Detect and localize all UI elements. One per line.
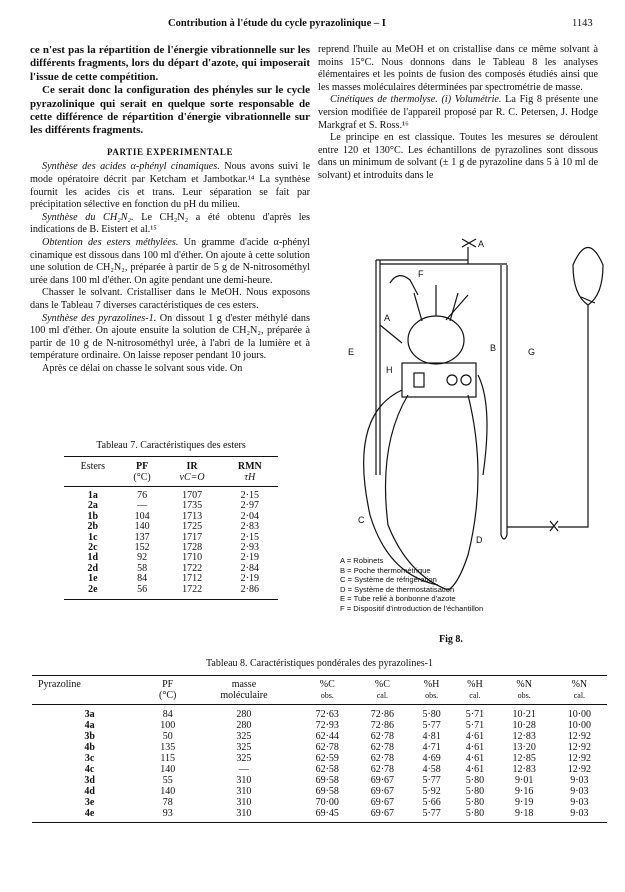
table-cell: 2·15 bbox=[240, 531, 259, 543]
paragraph-synthese-ch2n2 bbox=[30, 212, 310, 237]
table-cell: 4·58 bbox=[422, 764, 441, 775]
column-subheader: obs. bbox=[497, 690, 552, 705]
table-cell: 325 bbox=[236, 731, 252, 742]
table-cell: 12·83 bbox=[512, 731, 536, 742]
table-cell: 12·92 bbox=[567, 764, 592, 775]
table-cell: 140 bbox=[160, 764, 176, 775]
table-cell: 1722 bbox=[163, 585, 222, 600]
table-row bbox=[32, 786, 607, 797]
table-cell: 10·00 bbox=[567, 720, 592, 731]
thermo-pocket bbox=[446, 295, 468, 320]
table-cell: 1a bbox=[87, 490, 98, 501]
table-cell: 1717 bbox=[182, 531, 203, 543]
table-cell: 135 bbox=[160, 742, 176, 753]
table-cell: 9·03 bbox=[552, 808, 607, 823]
table-cell: 5·80 bbox=[465, 775, 485, 786]
column-subheader: cal. bbox=[453, 690, 496, 705]
table-cell: 62·59 bbox=[315, 753, 339, 764]
section-title: PARTIE EXPERIMENTALE bbox=[106, 146, 234, 157]
table-cell: 2e bbox=[64, 585, 122, 600]
table-cell: 62·78 bbox=[370, 731, 395, 742]
sample-intro bbox=[390, 276, 418, 295]
table-cell: 1e bbox=[88, 573, 98, 585]
table-cell: 115 bbox=[160, 753, 175, 764]
table-cell: 2·97 bbox=[240, 500, 259, 512]
table-cell: 310 bbox=[236, 797, 252, 808]
table-cell: 310 bbox=[236, 775, 252, 786]
table-cell: 2d bbox=[87, 562, 99, 574]
column-header: RMN bbox=[222, 457, 278, 473]
right-riser bbox=[558, 305, 588, 527]
table-cell: 10·21 bbox=[512, 709, 536, 720]
plate-knob-1 bbox=[447, 375, 457, 385]
table-cell: 70·00 bbox=[315, 797, 339, 808]
table-cell: 58 bbox=[137, 562, 148, 574]
paragraph-chasser: Chasser le solvant. Cristalliser dans le MeOH. Nous exposons dans le Tableau 7 diverses caractéristiques de ces esters. bbox=[30, 287, 310, 311]
table-cell: 13·20 bbox=[512, 742, 536, 753]
table-row bbox=[64, 585, 278, 600]
table-cell: 12·92 bbox=[567, 731, 592, 742]
label-h: H bbox=[386, 365, 393, 375]
table-cell: 9·19 bbox=[515, 797, 534, 808]
table-cell: 56 bbox=[122, 585, 163, 600]
table-cell: 325 bbox=[236, 742, 252, 753]
table-cell: 4e bbox=[32, 808, 147, 823]
table-row bbox=[32, 742, 607, 753]
table-cell: 2·19 bbox=[240, 573, 259, 585]
subheading: Obtention des esters méthylées. bbox=[42, 237, 179, 248]
table-cell: 4·81 bbox=[422, 731, 441, 742]
paragraph-intro: ce n'est pas la répartition de l'énergie vibrationnelle sur les différents fragments, lors du départ d'azote, qui imposerait l'issue de cette compétition. bbox=[30, 44, 310, 83]
table-cell: 78 bbox=[162, 797, 173, 808]
table-cell: 137 bbox=[134, 531, 150, 543]
table-cell: 4c bbox=[84, 764, 95, 775]
page-number: 1143 bbox=[572, 18, 593, 29]
table-cell: 5·92 bbox=[422, 786, 441, 797]
column-header: IR bbox=[163, 457, 222, 473]
label-g: G bbox=[528, 347, 536, 357]
table-row bbox=[32, 797, 607, 808]
table-cell: 325 bbox=[236, 753, 252, 764]
label-a-top: A bbox=[478, 239, 485, 249]
running-title: Contribution à l'étude du cycle pyrazolinique – I bbox=[168, 18, 386, 29]
table-cell: 2·93 bbox=[240, 542, 259, 554]
plate-knob-2 bbox=[461, 375, 471, 385]
table-cell: 2a bbox=[87, 500, 98, 512]
reaction-flask bbox=[408, 316, 464, 364]
table-cell: 84 bbox=[162, 709, 173, 720]
table-cell: 2b bbox=[87, 521, 99, 533]
table-cell: 4b bbox=[84, 742, 95, 753]
table-cell: 9·16 bbox=[515, 786, 534, 797]
table-cell: 5·77 bbox=[410, 808, 453, 823]
subheading: Synthèse des pyrazolines-1. bbox=[42, 312, 157, 324]
table-cell: 2·04 bbox=[240, 510, 259, 522]
table-cell: 140 bbox=[160, 786, 176, 797]
label-d: D bbox=[476, 535, 483, 545]
table-cell: 69·67 bbox=[370, 775, 395, 786]
table-cell: 310 bbox=[188, 808, 300, 823]
table-cell: 12·83 bbox=[512, 764, 536, 775]
paragraph-text: Nous avons suivi le mode opératoire décrit par Ketcham et Jambotkar.¹⁴ La synthèse fournit les acides cis et trans. Leur séparation se fait par précipitation sélective en fonction du pH du milieu. bbox=[30, 161, 311, 211]
table-cell: 4·71 bbox=[422, 742, 441, 753]
table-cell: 5·80 bbox=[453, 808, 496, 823]
paragraph-apres: Après ce délai on chasse le solvant sous vide. On bbox=[42, 362, 243, 374]
table-row bbox=[64, 487, 278, 502]
table-cell: 1d bbox=[87, 552, 99, 564]
table-cell: 1713 bbox=[182, 510, 203, 522]
table-8-body bbox=[32, 705, 607, 823]
table-row bbox=[32, 775, 607, 786]
column-subheader bbox=[64, 472, 122, 487]
plate-switch bbox=[414, 373, 424, 387]
table-row bbox=[32, 720, 607, 731]
table-cell: 4·61 bbox=[465, 742, 485, 753]
legend-item: F = Dispositif d'introduction de l'échantillon bbox=[340, 603, 484, 613]
table-cell: 280 bbox=[236, 720, 252, 731]
table-cell: 12·92 bbox=[567, 742, 592, 753]
legend-item: E = Tube relié à bonbonne d'azote bbox=[340, 594, 456, 604]
column-subheader: (°C) bbox=[147, 690, 188, 705]
table-cell: 50 bbox=[162, 731, 173, 742]
table-cell: 152 bbox=[134, 542, 150, 554]
table-cell: 1710 bbox=[182, 552, 203, 564]
table-cell: 2·15 bbox=[240, 490, 259, 501]
table-cell: 5·71 bbox=[465, 720, 485, 731]
table-cell: 5·80 bbox=[465, 797, 485, 808]
valve-top-cross bbox=[462, 239, 476, 247]
table-cell: 1b bbox=[87, 510, 99, 522]
table-cell: 9·03 bbox=[570, 786, 589, 797]
table-cell: 10·00 bbox=[567, 709, 592, 720]
paragraph-cinetiques bbox=[318, 94, 598, 132]
table-row bbox=[32, 731, 607, 742]
table-cell: 72·86 bbox=[370, 720, 395, 731]
table-cell: 72·63 bbox=[315, 709, 339, 720]
figure-caption: Fig 8. bbox=[439, 634, 463, 645]
table-cell: 2·19 bbox=[240, 552, 259, 564]
table-row bbox=[32, 705, 607, 721]
table-cell: 5·66 bbox=[422, 797, 441, 808]
table-cell: 3a bbox=[84, 709, 95, 720]
table-7 bbox=[64, 440, 278, 600]
table-7-grid bbox=[64, 456, 278, 600]
table-cell: 5·77 bbox=[422, 720, 441, 731]
table-cell: 62·78 bbox=[370, 753, 395, 764]
table-cell: 1712 bbox=[182, 573, 203, 585]
separating-funnel bbox=[573, 248, 603, 306]
table-cell: 1c bbox=[88, 531, 98, 543]
column-header: PF bbox=[147, 676, 188, 691]
column-subheader: τH bbox=[222, 472, 278, 487]
subheading: Synthèse du CH₂N₂. bbox=[42, 211, 134, 223]
table-cell: 9·01 bbox=[515, 775, 534, 786]
column-header: %C bbox=[355, 676, 410, 691]
table-cell: 5·77 bbox=[422, 775, 441, 786]
table-cell: 4·69 bbox=[422, 753, 441, 764]
legend-item: D = Système de thermostatisation bbox=[340, 584, 455, 594]
paragraph-pyrazolines bbox=[30, 313, 310, 363]
table-cell: 9·18 bbox=[497, 808, 552, 823]
table-cell: 76 bbox=[137, 490, 148, 501]
paragraph-principe: Le principe en est classique. Toutes les mesures se déroulent entre 120 et 130°C. Les échantillons de pyrazolines sont dissous dans un minimum de solvant (± 1 g de pyrazoline dans 5 à 10 ml de solvant) et introduits dans le bbox=[318, 132, 598, 181]
column-subheader: obs. bbox=[410, 690, 453, 705]
table-cell: 5·80 bbox=[422, 709, 441, 720]
table-cell: 2·84 bbox=[240, 562, 259, 574]
paragraph-text: Le CH₂N₂ a été obtenu d'après les indications de B. Eistert et al.¹⁵ bbox=[30, 211, 311, 236]
column-header: %N bbox=[552, 676, 607, 691]
table-cell: 1735 bbox=[182, 500, 203, 512]
table-cell: 62·44 bbox=[315, 731, 339, 742]
table-cell: 310 bbox=[236, 786, 252, 797]
table-cell: 4·61 bbox=[465, 731, 485, 742]
table-cell: 69·58 bbox=[315, 786, 339, 797]
column-subheader: obs. bbox=[300, 690, 355, 705]
legend-item: C = Système de réfrigération bbox=[340, 575, 437, 585]
column-header: Esters bbox=[64, 457, 122, 473]
table-cell: 62·78 bbox=[370, 764, 395, 775]
table-cell: 4d bbox=[84, 786, 95, 797]
column-header: %H bbox=[410, 676, 453, 691]
table-cell: 69·67 bbox=[370, 786, 395, 797]
table-cell: 104 bbox=[134, 510, 150, 522]
column-subheader: moléculaire bbox=[188, 690, 300, 705]
right-column bbox=[318, 44, 598, 183]
table-cell: — bbox=[137, 500, 148, 512]
figure-legend bbox=[340, 556, 483, 614]
table-cell: 69·58 bbox=[315, 775, 339, 786]
table-8-grid bbox=[32, 675, 607, 823]
left-column bbox=[30, 44, 310, 376]
table-cell: 92 bbox=[137, 552, 148, 564]
table-cell: 1728 bbox=[182, 542, 203, 554]
table-7-caption: Tableau 7. Caractéristiques des esters bbox=[96, 440, 246, 451]
column-header: PF bbox=[122, 457, 163, 473]
table-cell: 55 bbox=[162, 775, 173, 786]
table-cell: 10·28 bbox=[512, 720, 536, 731]
table-cell: 5·71 bbox=[465, 709, 485, 720]
label-a-left: A bbox=[384, 313, 391, 323]
table-cell: — bbox=[238, 764, 249, 775]
column-header: Pyrazoline bbox=[32, 676, 147, 691]
table-cell: 1725 bbox=[182, 521, 203, 533]
legend-item: A = Robinets bbox=[340, 556, 384, 565]
tube-to-flask bbox=[380, 325, 402, 343]
column-header: masse bbox=[188, 676, 300, 691]
paragraph-esters bbox=[30, 237, 310, 287]
table-cell: 2·83 bbox=[240, 521, 259, 533]
table-cell: 12·92 bbox=[567, 753, 592, 764]
table-cell: 69·67 bbox=[355, 808, 410, 823]
table-cell: 1707 bbox=[182, 490, 203, 501]
table-8-caption: Tableau 8. Caractéristiques pondérales des pyrazolines-1 bbox=[206, 658, 433, 669]
table-cell: 9·03 bbox=[570, 775, 589, 786]
table-cell: 3c bbox=[84, 753, 95, 764]
table-cell: 62·58 bbox=[315, 764, 339, 775]
table-cell: 4a bbox=[84, 720, 95, 731]
table-row bbox=[32, 753, 607, 764]
label-e: E bbox=[348, 347, 355, 357]
table-cell: 280 bbox=[236, 709, 252, 720]
table-cell: 84 bbox=[137, 573, 148, 585]
table-8 bbox=[32, 658, 607, 823]
column-subheader: νC=O bbox=[163, 472, 222, 487]
paragraph-text: La Fig 8 présente une version modifiée de l'appareil proposé par R. C. Petersen, J. Hodge Markgraf et S. Ross.¹⁶ bbox=[318, 94, 598, 131]
table-cell: 140 bbox=[134, 521, 150, 533]
table-cell: 4·61 bbox=[465, 753, 485, 764]
table-cell: 69·67 bbox=[370, 797, 395, 808]
column-subheader: cal. bbox=[552, 690, 607, 705]
table-cell: 100 bbox=[160, 720, 176, 731]
table-cell: 3b bbox=[84, 731, 95, 742]
table-cell: 5·80 bbox=[465, 786, 485, 797]
column-header: %H bbox=[453, 676, 496, 691]
table-cell: 69·45 bbox=[300, 808, 355, 823]
table-cell: 3e bbox=[84, 797, 95, 808]
burette-bottom bbox=[501, 535, 507, 539]
table-cell: 62·78 bbox=[370, 742, 395, 753]
table-cell: 12·85 bbox=[512, 753, 536, 764]
table-row bbox=[32, 764, 607, 775]
heating-plate bbox=[402, 363, 476, 397]
legend-item: B = Poche thermométrique bbox=[340, 565, 431, 575]
column-subheader: (°C) bbox=[122, 472, 163, 487]
subheading: Synthèse des acides α-phényl cinamiques. bbox=[42, 161, 220, 173]
paragraph-configuration: Ce serait donc la configuration des phényles sur le cycle pyrazolinique qui serait en quelque sorte responsable de cette différence de répartition d'énergie vibrationnelle sur les différents fragments. bbox=[30, 84, 310, 137]
column-header: %N bbox=[497, 676, 552, 691]
table-cell: 4·61 bbox=[465, 764, 485, 775]
table-cell: 2·86 bbox=[222, 585, 278, 600]
paragraph-synthese-acides bbox=[30, 161, 310, 211]
column-subheader: cal. bbox=[355, 690, 410, 705]
paragraph-reprend: reprend l'huile au MeOH et on cristallise dans ce même solvant à moins 15°C. Nous donnons dans le Tableau 8 les analyses élémentaires et les points de fusion des composés étudiés ainsi que les masses moléculaires déterminées par spectrométrie de masse. bbox=[318, 44, 598, 93]
table-cell: 93 bbox=[147, 808, 188, 823]
paragraph-text: Un gramme d'acide α-phényl cinamique est dissous dans 100 ml d'éther. On ajoute à cette solution une solution de CH₂N₂, préparée à partir de 5 g de N-nitrosométhyl urée dans 100 ml d'éther. On agite pendant une demi-heure. bbox=[30, 237, 310, 286]
tubing-b bbox=[478, 375, 487, 475]
subheading: Cinétiques de thermolyse. (i) Volumétrie. bbox=[330, 94, 502, 106]
valve-bottom bbox=[550, 521, 558, 531]
label-c: C bbox=[358, 515, 365, 525]
table-cell: 2c bbox=[88, 542, 98, 554]
column-header: %C bbox=[300, 676, 355, 691]
page-header bbox=[0, 18, 625, 34]
table-cell: 9·03 bbox=[570, 797, 589, 808]
label-b: B bbox=[490, 343, 497, 353]
paragraph-text: On dissout 1 g d'ester méthylé dans 100 ml d'éther. On ajoute ensuite la solution de CH₂N₂, préparée à partir de 10 g de N-nitrosométhyl urée, à l'abri de la lumière et à température ordinaire. On laisse reposer pendant 10 jours. bbox=[30, 312, 310, 362]
table-cell: 72·93 bbox=[315, 720, 339, 731]
table-cell: 1722 bbox=[182, 562, 203, 574]
table-cell: 62·78 bbox=[315, 742, 339, 753]
table-cell: 3d bbox=[84, 775, 95, 786]
column-subheader bbox=[32, 690, 147, 705]
label-f: F bbox=[418, 269, 424, 279]
table-row bbox=[32, 808, 607, 823]
table-cell: 72·86 bbox=[370, 709, 395, 720]
